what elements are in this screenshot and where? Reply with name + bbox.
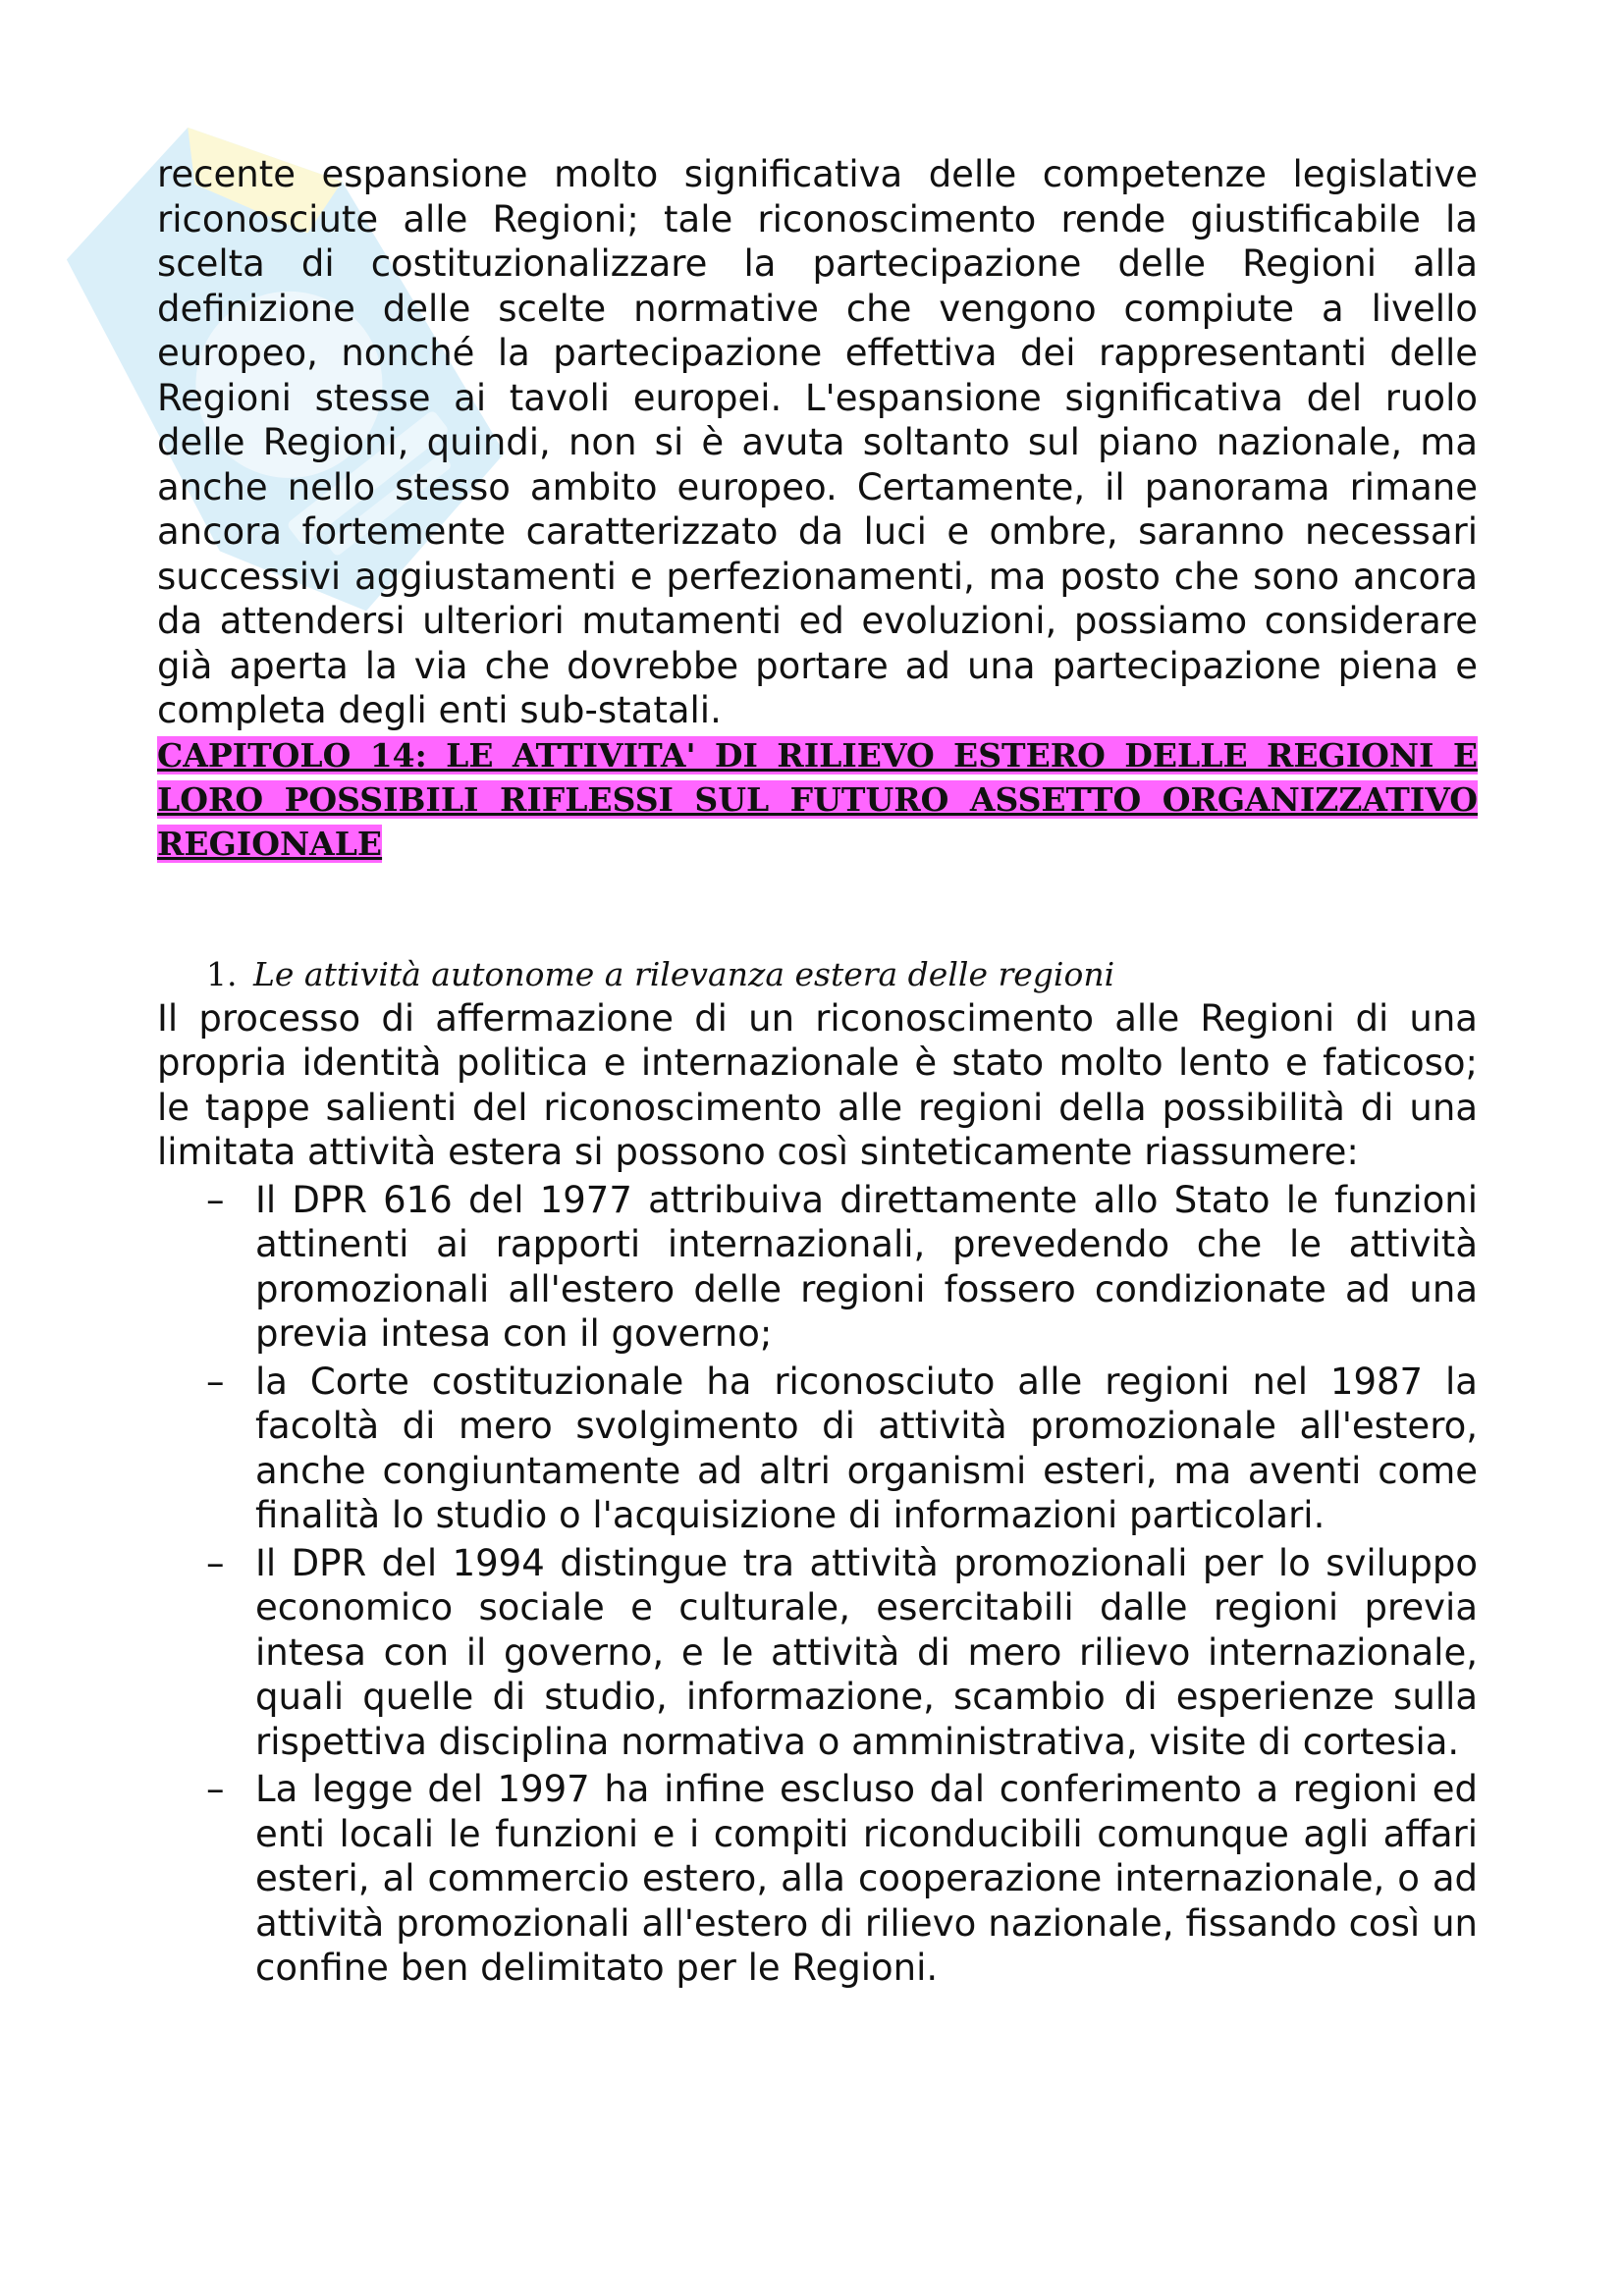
chapter-heading: [157, 733, 1478, 866]
section-paragraph: Il processo di affermazione di un riconoscimento alle Regioni di una propria identità politica e internazionale è stato molto lento e faticoso; le tappe salienti del riconoscimento alle regioni della possibilità di una limitata attività estera si possono così sinteticamente riassumere:: [157, 996, 1478, 1173]
list-dash-icon: –: [206, 1360, 225, 1403]
list-item-text: Il DPR del 1994 distingue tra attività promozionali per lo sviluppo economico sociale e culturale, esercitabili dalle regioni previa intesa con il governo, e le attività di mero rilievo internazionale, quali quelle di studio, informazione, scambio di esperienze sulla rispettiva disciplina normativa o amministrativa, visite di cortesia.: [255, 1541, 1478, 1763]
list-dash-icon: –: [206, 1178, 225, 1221]
list-dash-icon: –: [206, 1768, 225, 1810]
milestones-list: [157, 1178, 1478, 1991]
section-number: 1.: [206, 954, 238, 993]
list-item: [157, 1767, 1478, 1991]
section-title-text: Le attività autonome a rilevanza estera delle regioni: [253, 954, 1115, 993]
section-heading: [206, 952, 1478, 996]
chapter-heading-text: CAPITOLO 14: LE ATTIVITA' DI RILIEVO ESTERO DELLE REGIONI E LORO POSSIBILI RIFLESSI SUL FUTURO ASSETTO ORGANIZZATIVO REGIONALE: [157, 735, 1478, 863]
list-item: [157, 1178, 1478, 1357]
list-item: [157, 1541, 1478, 1765]
list-item-text: La legge del 1997 ha infine escluso dal conferimento a regioni ed enti locali le funzioni e i compiti riconducibili comunque agli affari esteri, al commercio estero, alla cooperazione internazionale, o ad attività promozionali all'estero di rilievo nazionale, fissando così un confine ben delimitato per le Regioni.: [255, 1768, 1478, 1989]
list-item-text: la Corte costituzionale ha riconosciuto alle regioni nel 1987 la facoltà di mero svolgimento di attività promozionale all'estero, anche congiuntamente ad altri organismi esteri, ma aventi come finalità lo studio o l'acquisizione di informazioni particolari.: [255, 1360, 1478, 1536]
list-dash-icon: –: [206, 1541, 225, 1584]
list-item: [157, 1360, 1478, 1538]
intro-paragraph: recente espansione molto significativa delle competenze legislative riconosciute alle Regioni; tale riconoscimento rende giustificabile la scelta di costituzionalizzare la partecipazione delle Regioni alla definizione delle scelte normative che vengono compiute a livello europeo, nonché la partecipazione effettiva dei rappresentanti delle Regioni stesse ai tavoli europei. L'espansione significativa del ruolo delle Regioni, quindi, non si è avuta soltanto sul piano nazionale, ma anche nello stesso ambito europeo. Certamente, il panorama rimane ancora fortemente caratterizzato da luci e ombre, saranno necessari successivi aggiustamenti e perfezionamenti, ma posto che sono ancora da attendersi ulteriori mutamenti ed evoluzioni, possiamo considerare già aperta la via che dovrebbe portare ad una partecipazione piena e completa degli enti sub-statali.: [157, 153, 1478, 731]
list-item-text: Il DPR 616 del 1977 attribuiva direttamente allo Stato le funzioni attinenti ai rapporti internazionali, prevedendo che le attività promozionali all'estero delle regioni fossero condizionate ad una previa intesa con il governo;: [255, 1178, 1478, 1355]
page-content: [157, 152, 1478, 1991]
